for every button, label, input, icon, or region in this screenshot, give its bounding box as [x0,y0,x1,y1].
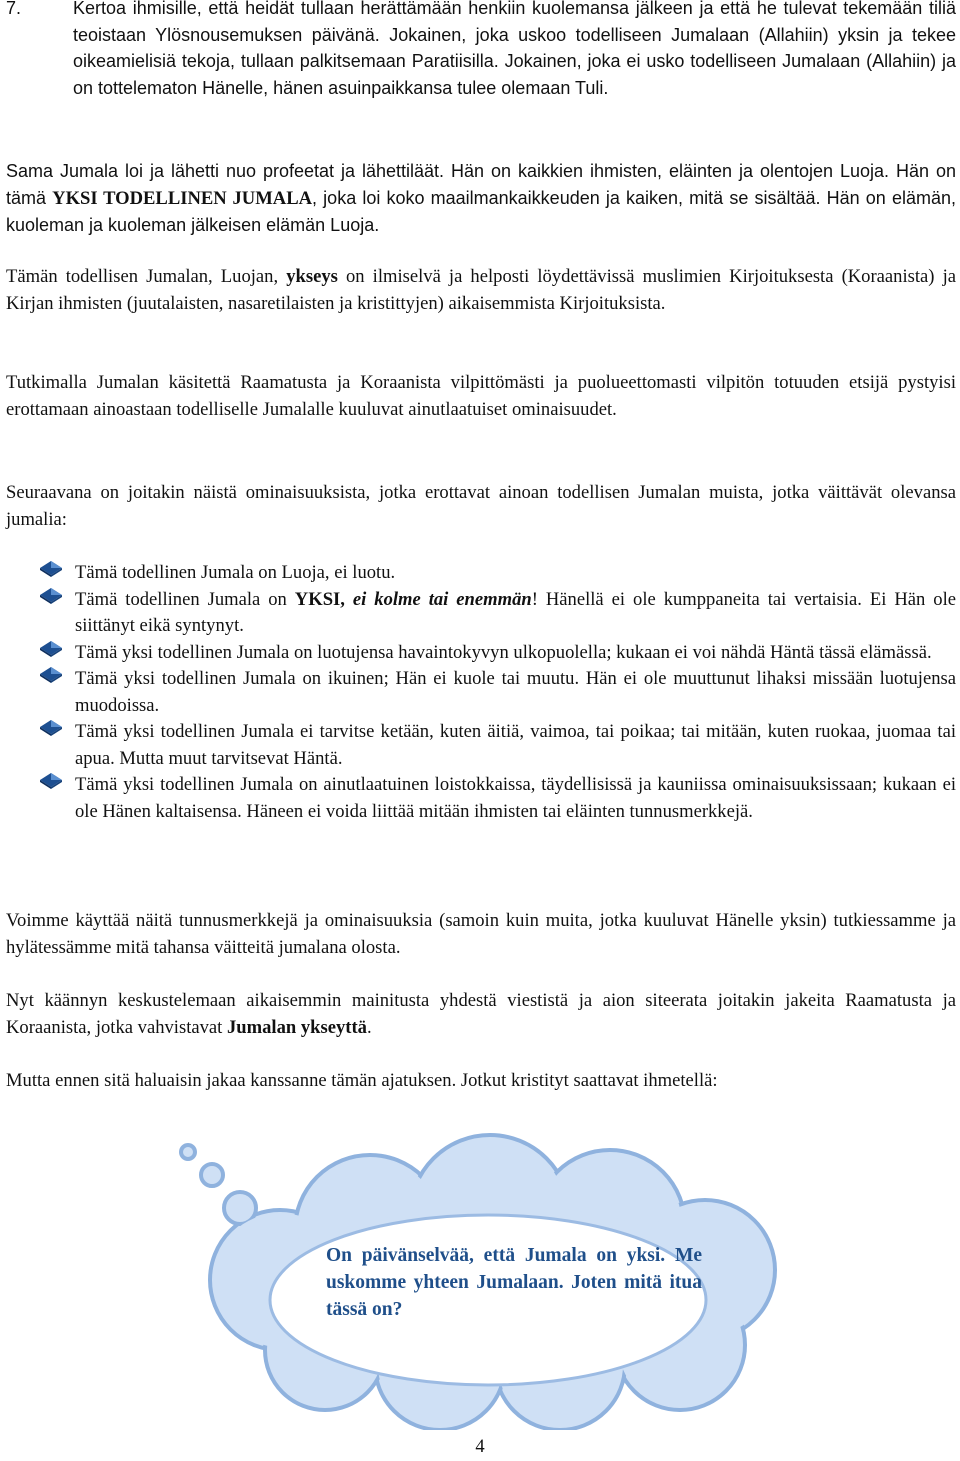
paragraph-text: Nyt käännyn keskustelemaan aikaisemmin mainitusta yhdestä viestistä ja aion siteerata joitakin jakeita Raamatusta ja Koraanista, jotka vahvistavat [6,990,956,1038]
bold-italic-text: ei kolme tai enemmän [352,588,532,610]
diamond-bullet-icon [40,720,62,736]
paragraph-text: . [366,1016,372,1038]
paragraph-text: on ilmiselvä ja helposti löydettävissä muslimien Kirjoituksesta (Koraanista) ja Kirjan ihmisten (juutalaisten, nasaretilaisten ja kristittyjen) aikaisemmista Kirjoituksista. [6,266,956,314]
diamond-bullet-icon [40,667,62,683]
diamond-bullet-icon [40,773,62,789]
list-item [6,560,956,587]
bold-text: Jumalan ykseyttä [227,1016,367,1038]
paragraph-transition [6,988,956,1041]
list-item-text: Tämä yksi todellinen Jumala on luotujensa havaintokyvyn ulkopuolella; kukaan ei voi nähdä Häntä tässä elämässä. [75,641,932,663]
list-item-text: Tämä yksi todellinen Jumala on ainutlaatuinen loistokkaissa, täydellisissä ja kauniissa ominaisuuksissaan; kukaan ei ole Hänen kaltaisensa. Häneen ei voida liittää mitään ihmisten tai eläinten tunnusmerkkejä. [75,774,956,822]
list-item-text: Tämä yksi todellinen Jumala on ikuinen; Hän ei kuole tai muutu. Hän ei ole muuttunut lihaksi missään luotujensa muodoissa. [75,668,956,716]
paragraph-oneness [6,264,956,317]
paragraph-text: , joka loi koko maailmankaikkeuden ja kaiken, mitä se sisältää. Hän on elämän, kuoleman ja kuoleman jälkeisen elämän Luoja. [6,187,956,235]
list-item [6,666,956,719]
bold-text: ykseys [286,266,338,287]
cloud-text: On päivänselvää, että Jumala on yksi. Me uskomme yhteen Jumalaan. Joten mitä itua tässä on? [326,1245,702,1320]
list-item [6,640,956,667]
list-item-text: Kertoa ihmisille, että heidät tullaan herättämään henkiin kuolemansa jälkeen ja että he tulevat tekemään tiliä teoistaan Ylösnousemuksen päivänä. Jokainen, joka uskoo todelliseen Jumalaan (Allahiin) yksin ja tekee oikeamielisiä tekoja, tullaan palkitsemaan Paratiisilla. Jokainen, joka ei usko todelliseen Jumalaan (Allahiin) ja on tottelematon Hänelle, hänen asuinpaikkansa tulee olemaan Tuli. [73,0,956,98]
page-number: 4 [475,1436,485,1457]
diamond-bullet-icon [40,641,62,657]
paragraph-intro-list: Seuraavana on joitakin näistä ominaisuuksista, jotka erottavat ainoan todellisen Jumalan muista, jotka väittävät olevansa jumalia: [6,482,956,530]
paragraph-creator [6,158,956,239]
list-item-text: Tämä yksi todellinen Jumala ei tarvitse ketään, kuten äitiä, vaimoa, tai poikaa; tai mitään, kuten ruokaa, juomaa tai apua. Mutta muut tarvitsevat Häntä. [75,721,956,769]
paragraph-usage: Voimme käyttää näitä tunnusmerkkejä ja ominaisuuksia (samoin kuin muita, jotka kuuluvat Hänelle yksin) tutkiessamme ja hylätessämme mitä tahansa väitteitä jumalana olosta. [6,910,956,958]
list-item-text: ! Hänellä ei ole kumppaneita tai vertaisia. Ei Hän ole siittänyt eikä syntynyt. [75,588,956,636]
attribute-list [6,560,956,825]
list-item [6,719,956,772]
list-item-text: Tämä todellinen Jumala on Luoja, ei luotu. [75,562,396,583]
paragraph-text: Tämän todellisen Jumalan, Luojan, [6,266,287,287]
list-item-7 [6,0,956,101]
paragraph-study: Tutkimalla Jumalan käsitettä Raamatusta ja Koraanista vilpittömästi ja puolueettomasti vilpitön totuuden etsijä pystyisi erottamaan ainoastaan todelliselle Jumalalle kuuluvat ainutlaatuiset ominaisuudet. [6,372,956,420]
paragraph-question-intro: Mutta ennen sitä haluaisin jakaa kanssanne tämän ajatuksen. Jotkut kristityt saattavat ihmetellä: [6,1070,718,1091]
bold-text: YKSI TODELLINEN JUMALA [52,187,313,209]
list-item [6,772,956,825]
list-number: 7. [6,0,22,18]
diamond-bullet-icon [40,561,62,577]
list-item-text: Tämä todellinen Jumala on [75,588,295,610]
diamond-bullet-icon [40,588,62,604]
bold-text: YKSI, [294,588,345,610]
list-item [6,587,956,640]
paragraph-text: Sama Jumala loi ja lähetti nuo profeetat ja lähettiläät. Hän on kaikkien ihmisten, eläinten ja olentojen Luoja. Hän on tämä [6,161,956,208]
